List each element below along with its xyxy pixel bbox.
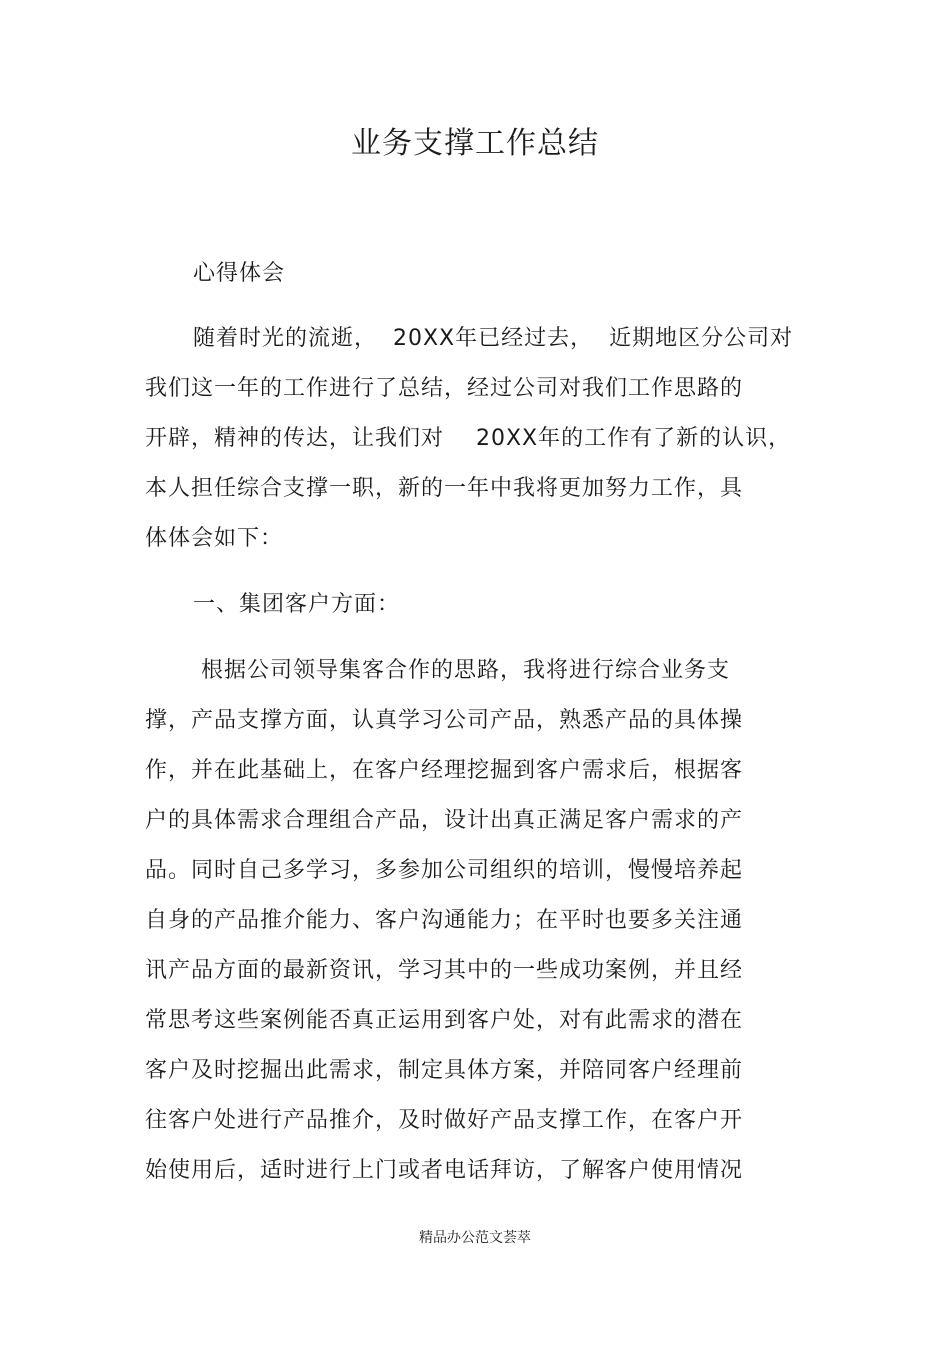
paragraph-line: 体体会如下： <box>145 526 284 551</box>
paragraph-line: 作，并在此基础上，在客户经理挖掘到客户需求后，根据客 <box>145 758 744 783</box>
paragraph-line: 讯产品方面的最新资讯，学习其中的一些成功案例，并且经 <box>145 958 744 983</box>
paragraph-line: 户的具体需求合理组合产品，设计出真正满足客户需求的产 <box>145 808 744 833</box>
paragraph-line: 客户及时挖掘出此需求，制定具体方案，并陪同客户经理前 <box>145 1058 744 1083</box>
page-footer: 精品办公范文荟萃 <box>419 1230 531 1246</box>
paragraph-line: 开辟，精神的传达，让我们对 20XX年的工作有了新的认识， <box>145 426 792 451</box>
paragraph-line: 自身的产品推介能力、客户沟通能力；在平时也要多关注通 <box>145 908 744 933</box>
page-title: 业务支撑工作总结 <box>351 126 599 161</box>
section-heading: 心得体会 <box>193 261 286 286</box>
paragraph-line: 始使用后，适时进行上门或者电话拜访，了解客户使用情况 <box>145 1158 744 1183</box>
paragraph-line: 撑，产品支撑方面，认真学习公司产品，熟悉产品的具体操 <box>145 708 744 733</box>
paragraph-line: 常思考这些案例能否真正运用到客户处，对有此需求的潜在 <box>145 1008 744 1033</box>
paragraph-line: 品。同时自己多学习，多参加公司组织的培训，慢慢培养起 <box>145 858 744 883</box>
paragraph-line: 根据公司领导集客合作的思路，我将进行综合业务支 <box>193 658 730 683</box>
paragraph-line: 本人担任综合支撑一职，新的一年中我将更加努力工作，具 <box>145 476 744 501</box>
paragraph-line: 随着时光的流逝， 20XX年已经过去， 近期地区分公司对 <box>193 326 794 351</box>
section-heading: 一、集团客户方面： <box>193 592 401 617</box>
paragraph-line: 往客户处进行产品推介，及时做好产品支撑工作，在客户开 <box>145 1108 744 1133</box>
paragraph-line: 我们这一年的工作进行了总结，经过公司对我们工作思路的 <box>145 376 744 401</box>
